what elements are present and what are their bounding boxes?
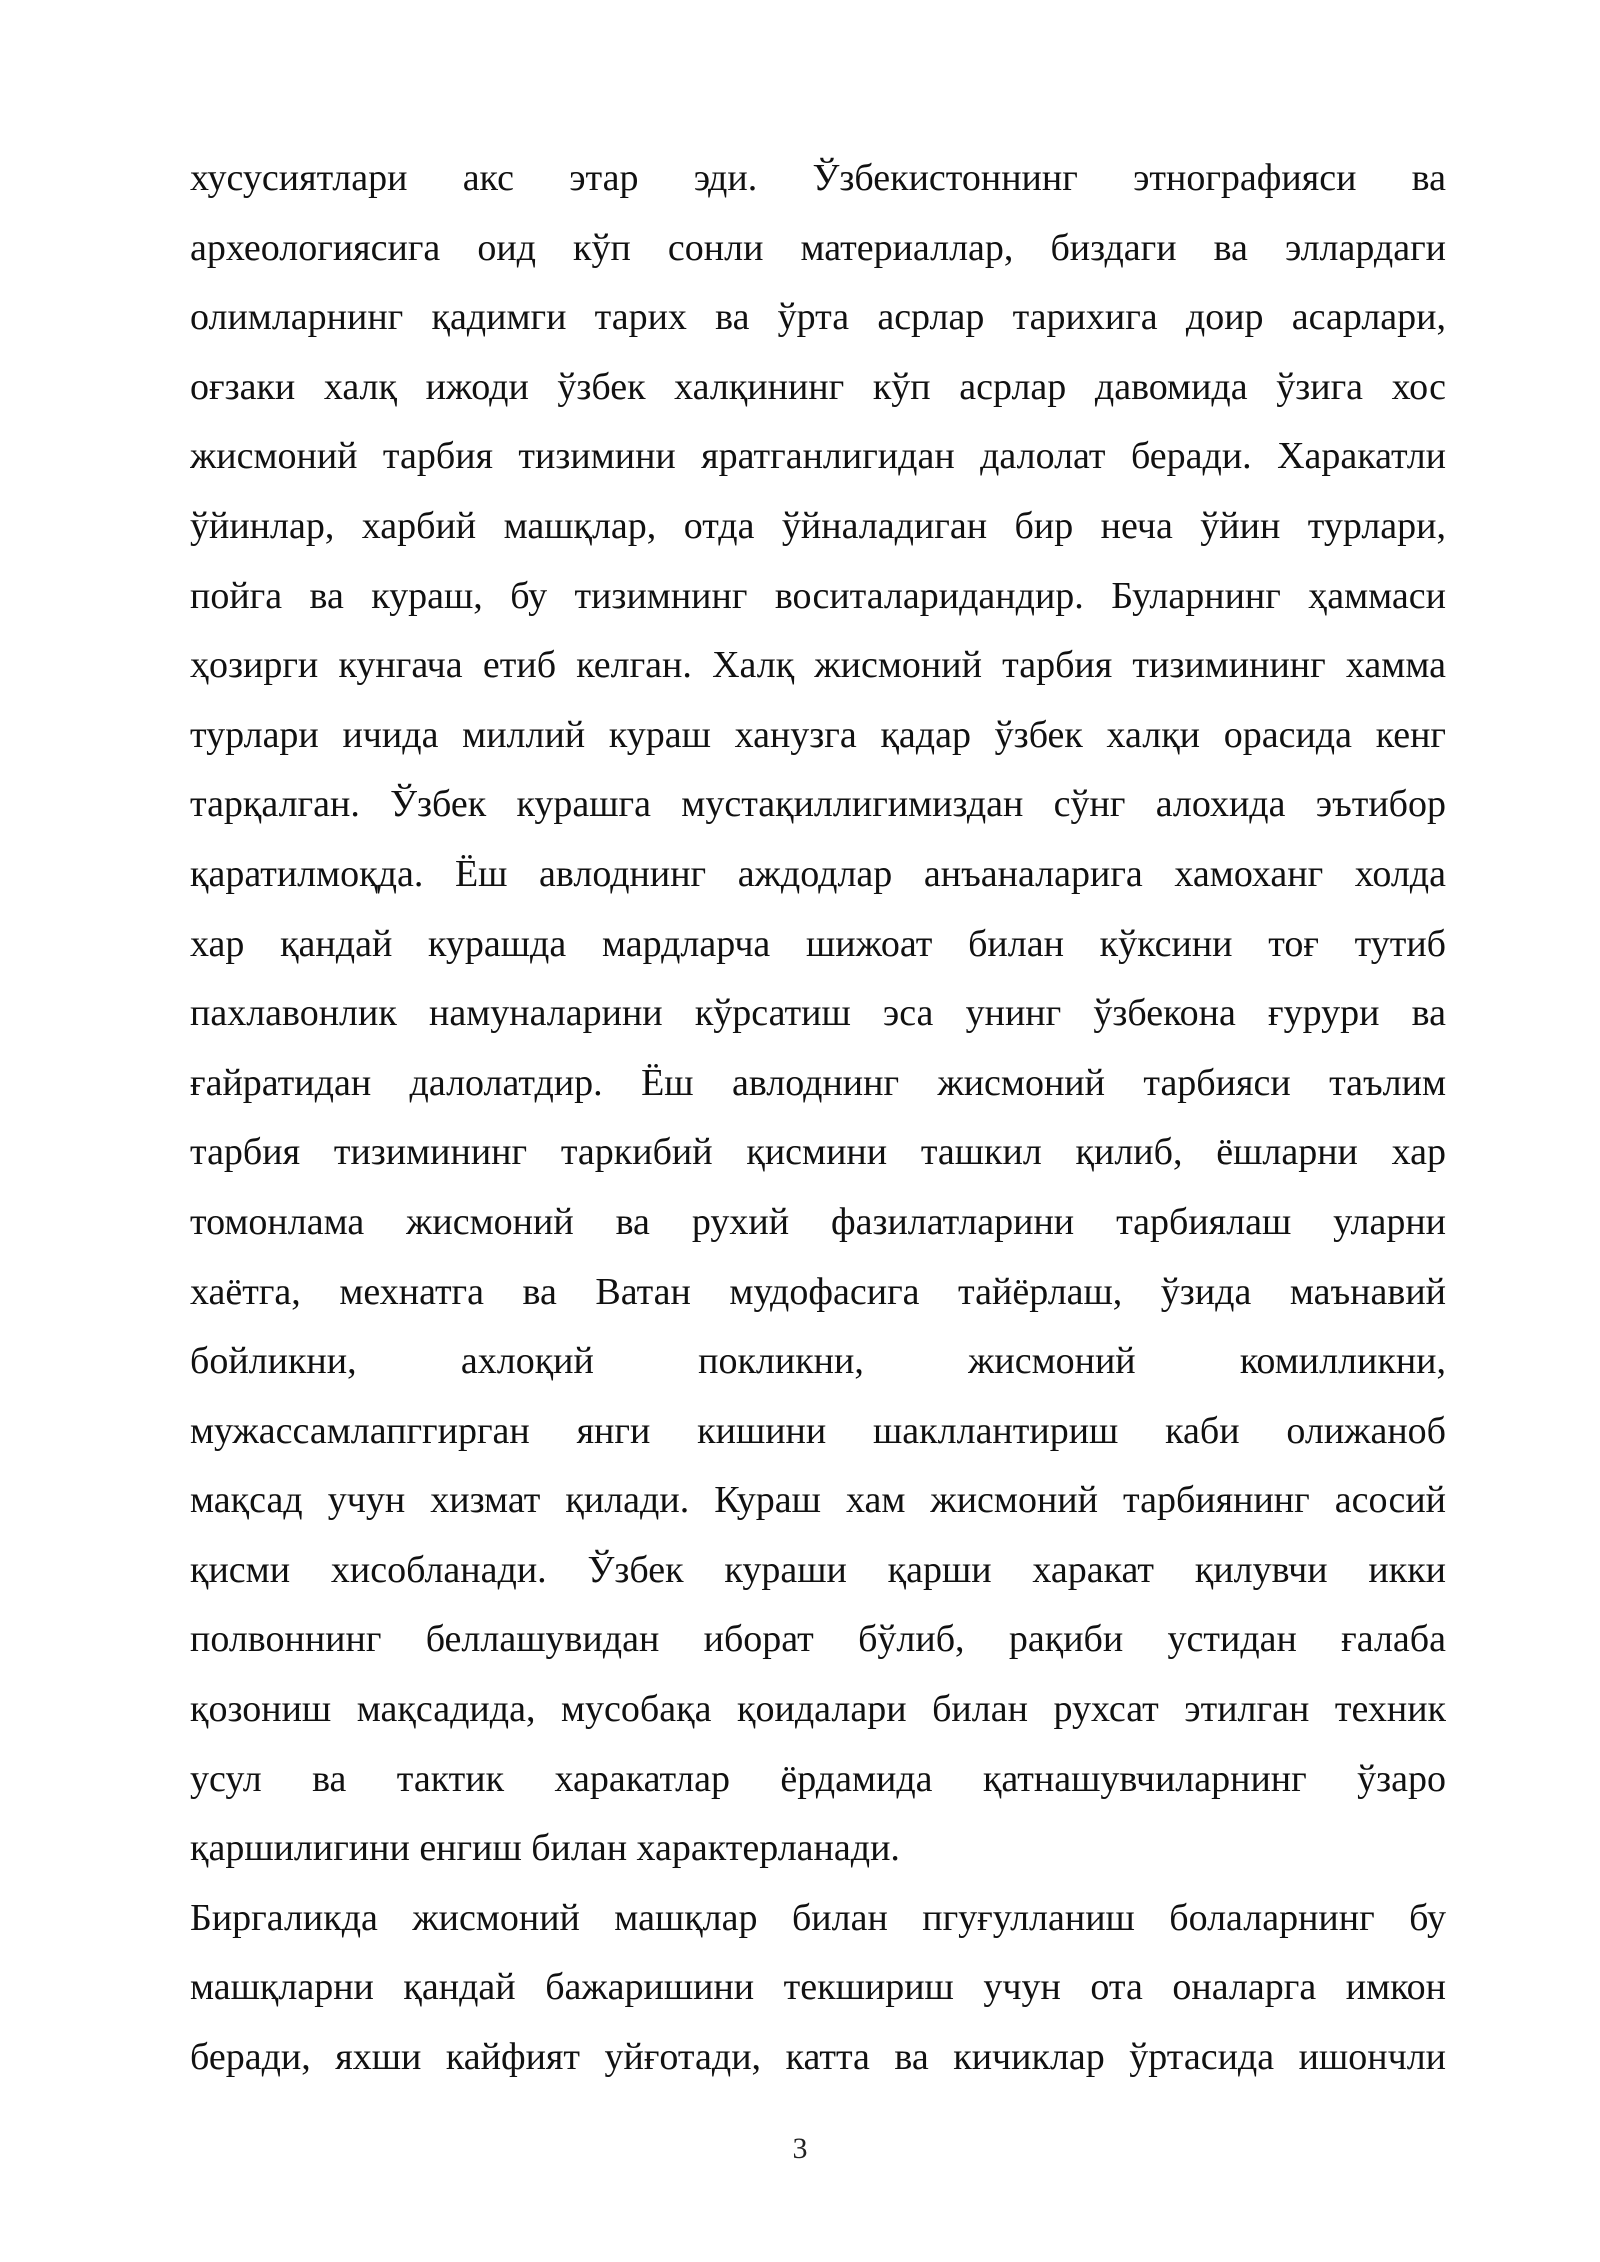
text-line: қаршилигини енгиш билан характерланади. [190, 1827, 900, 1870]
text-line: оғзаки халқ ижоди ўзбек халқининг кўп асрлар давомида ўзига хос [190, 365, 1446, 408]
text-line: қисми хисобланади. Ўзбек кураши қарши харакат қилувчи икки [190, 1548, 1446, 1591]
text-line: қозониш мақсадида, мусобақа қоидалари билан рухсат этилган техник [190, 1688, 1446, 1731]
text-line: беради, яхши кайфият уйғотади, катта ва кичиклар ўртасида ишончли [190, 2036, 1446, 2079]
text-line: мақсад учун хизмат қилади. Кураш хам жисмоний тарбиянинг асосий [190, 1479, 1446, 1522]
text-line: томонлама жисмоний ва рухий фазилатларини тарбиялаш уларни [190, 1200, 1446, 1243]
text-line: ҳозирги кунгача етиб келган. Халқ жисмоний тарбия тизимининг хамма [190, 644, 1446, 687]
text-line: хар қандай курашда мардларча шижоат билан кўксини тоғ тутиб [190, 922, 1446, 965]
text-line: пойга ва кураш, бу тизимнинг воситаларидандир. Буларнинг ҳаммаси [190, 574, 1446, 617]
body-text [190, 148, 1446, 2097]
text-line: полвоннинг беллашувидан иборат бўлиб, рақиби устидан ғалаба [190, 1618, 1446, 1661]
text-line: мужассамлапггирган янги кишини шакллантириш каби олижаноб [190, 1409, 1446, 1452]
text-line: хусусиятлари акс этар эди. Ўзбекистоннинг этнографияси ва [190, 157, 1446, 199]
text-line: турлари ичида миллий кураш ханузга қадар ўзбек халқи орасида кенг [190, 713, 1446, 756]
paragraph-2 [190, 1888, 1446, 2097]
text-line: тарбия тизимининг таркибий қисмини ташкил қилиб, ёшларни хар [190, 1131, 1446, 1174]
text-line: тарқалган. Ўзбек курашга мустақиллигимиздан сўнг алохида эътибор [190, 783, 1446, 826]
paragraph-1 [190, 148, 1446, 1888]
text-line: Биргаликда жисмоний машқлар билан пгуғулланиш болаларнинг бу [190, 1896, 1446, 1939]
page-number: 3 [792, 2132, 808, 2165]
text-line: олимларнинг қадимги тарих ва ўрта асрлар тарихига доир асарлари, [190, 296, 1446, 339]
text-line: бойликни, ахлоқий покликни, жисмоний комилликни, [190, 1340, 1446, 1383]
text-line: хаётга, мехнатга ва Ватан мудофасига тайёрлаш, ўзида маънавий [190, 1270, 1446, 1313]
text-line: усул ва тактик харакатлар ёрдамида қатнашувчиларнинг ўзаро [190, 1757, 1446, 1800]
text-line: жисмоний тарбия тизимини яратганлигидан далолат беради. Харакатли [190, 435, 1446, 478]
text-line: археологиясига оид кўп сонли материаллар, биздаги ва эллардаги [190, 226, 1446, 269]
text-line: пахлавонлик намуналарини кўрсатиш эса унинг ўзбекона ғурури ва [190, 992, 1446, 1035]
text-line: машқларни қандай бажаришини текшириш учун ота оналарга имкон [190, 1966, 1446, 2009]
text-line: қаратилмоқда. Ёш авлоднинг аждодлар анъаналарига хамоханг холда [190, 852, 1446, 895]
text-line: ўйинлар, харбий машқлар, отда ўйналадиган бир неча ўйин турлари, [190, 504, 1446, 547]
text-line: ғайратидан далолатдир. Ёш авлоднинг жисмоний тарбияси таълим [190, 1061, 1446, 1104]
